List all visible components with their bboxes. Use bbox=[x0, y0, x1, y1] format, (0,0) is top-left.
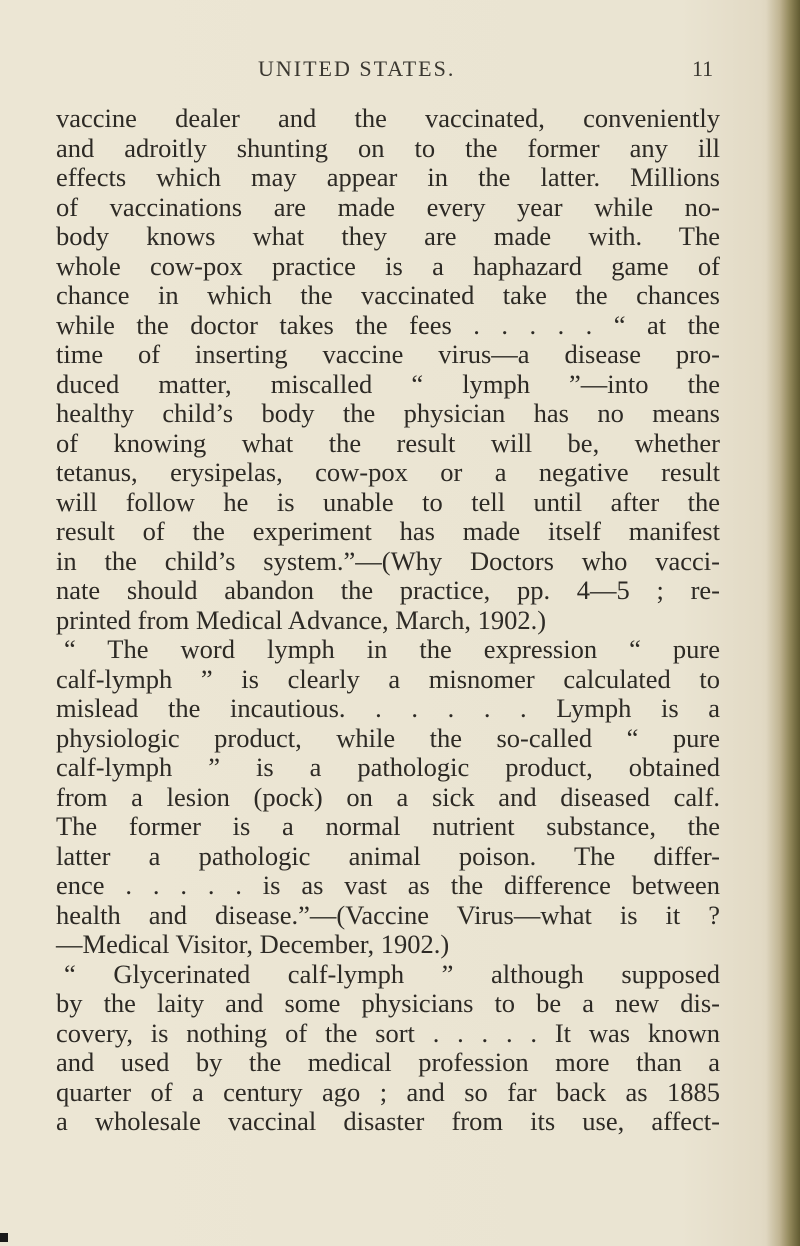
text-line: of knowing what the result will be, whether bbox=[56, 427, 720, 458]
text-line: body knows what they are made with. The bbox=[56, 221, 720, 251]
text-line: will follow he is unable to tell until after the bbox=[56, 486, 720, 517]
text-line: healthy child’s body the physician has no means bbox=[56, 398, 720, 428]
running-title: UNITED STATES. bbox=[258, 56, 456, 81]
text-line: —Medical Visitor, December, 1902.) bbox=[56, 929, 450, 959]
text-line: time of inserting vaccine virus—a disease pro- bbox=[56, 339, 720, 369]
text-line: mislead the incautious. . . . . . Lymph is a bbox=[56, 693, 720, 723]
text-line: result of the experiment has made itself manifest bbox=[56, 516, 720, 546]
text-line: while the doctor takes the fees . . . . . “ at the bbox=[56, 309, 720, 340]
text-line: quarter of a century ago ; and so far back as 1885 bbox=[56, 1076, 720, 1107]
text-line: nate should abandon the practice, pp. 4—5 ; re- bbox=[56, 575, 720, 605]
text-line: and used by the medical profession more than a bbox=[56, 1047, 720, 1077]
text-line: “ Glycerinated calf-lymph ” although supposed bbox=[64, 958, 720, 989]
text-line: duced matter, miscalled “ lymph ”—into the bbox=[56, 368, 720, 399]
scan-marker bbox=[0, 1233, 8, 1242]
text-line: The former is a normal nutrient substance, the bbox=[56, 811, 720, 841]
page-edge-shadow bbox=[766, 0, 800, 1246]
text-line: “ The word lymph in the expression “ pure bbox=[64, 634, 720, 664]
text-line: health and disease.”—(Vaccine Virus—what is it ? bbox=[56, 899, 720, 930]
text-line: physiologic product, while the so-called “ pure bbox=[56, 722, 720, 753]
text-line: tetanus, erysipelas, cow-pox or a negative result bbox=[56, 457, 720, 487]
text-line: printed from Medical Advance, March, 1902.) bbox=[56, 604, 547, 635]
text-line: calf-lymph ” is a pathologic product, obtained bbox=[56, 752, 720, 782]
text-line: effects which may appear in the latter. Millions bbox=[56, 162, 720, 192]
text-line: covery, is nothing of the sort . . . . . It was known bbox=[56, 1017, 720, 1048]
text-line: calf-lymph ” is clearly a misnomer calculated to bbox=[56, 663, 720, 694]
body-text bbox=[56, 104, 720, 1137]
text-line: a wholesale vaccinal disaster from its use, affect- bbox=[56, 1106, 720, 1136]
text-line: from a lesion (pock) on a sick and diseased calf. bbox=[56, 781, 720, 812]
page-header bbox=[0, 56, 800, 86]
text-line: latter a pathologic animal poison. The differ- bbox=[56, 840, 720, 871]
text-line: vaccine dealer and the vaccinated, conveniently bbox=[56, 103, 720, 133]
text-line: and adroitly shunting on to the former any ill bbox=[56, 132, 720, 163]
text-line: whole cow-pox practice is a haphazard game of bbox=[56, 250, 720, 281]
text-line: by the laity and some physicians to be a new dis- bbox=[56, 988, 720, 1018]
text-line: of vaccinations are made every year while no- bbox=[56, 191, 720, 222]
text-line: ence . . . . . is as vast as the difference between bbox=[56, 870, 720, 900]
text-line: chance in which the vaccinated take the chances bbox=[56, 280, 720, 310]
page-number: 11 bbox=[692, 56, 714, 81]
text-line: in the child’s system.”—(Why Doctors who vacci- bbox=[56, 545, 720, 576]
